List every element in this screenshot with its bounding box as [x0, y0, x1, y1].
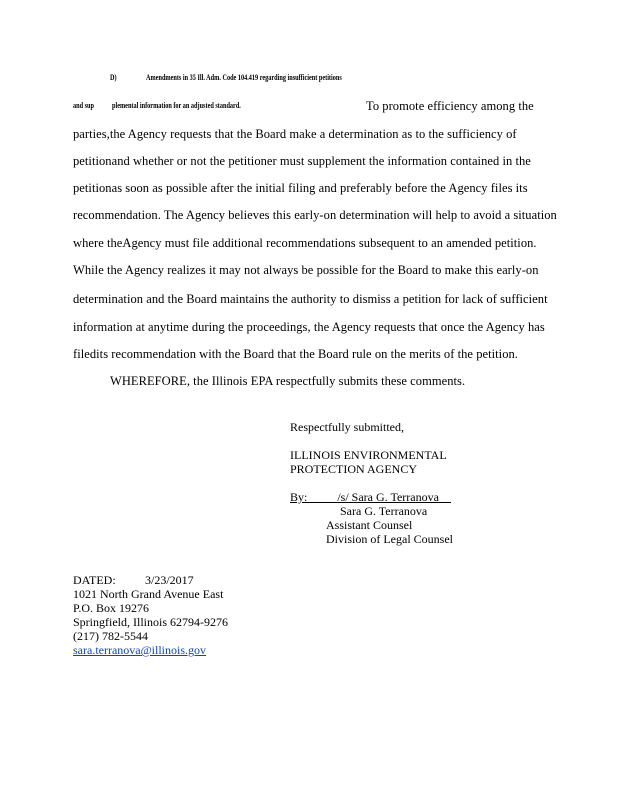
address-line1: 1021 North Grand Avenue East — [73, 587, 224, 601]
section-label: D) — [110, 73, 117, 82]
signature-by-line: By:_____/s/ Sara G. Terranova__ — [290, 490, 451, 504]
dated-label: DATED: — [73, 573, 116, 587]
body-line-4: recommendation. The Agency believes this early-on determination will help to avoid a situation — [73, 208, 557, 222]
phone-number: (217) 782-5544 — [73, 629, 148, 643]
signature-name: Sara G. Terranova — [340, 504, 428, 518]
body-line-9: filedits recommendation with the Board that the Board rule on the merits of the petition. — [73, 347, 518, 361]
signature-org-line2: PROTECTION AGENCY — [290, 462, 418, 476]
section-heading-line1: Amendments in 35 Ill. Adm. Code 104.419 regarding insufficient petitions — [146, 73, 342, 82]
body-line-8: information at anytime during the proceedings, the Agency requests that once the Agency has — [73, 320, 545, 334]
signature-org-line1: ILLINOIS ENVIRONMENTAL — [290, 448, 447, 462]
email-link[interactable]: sara.terranova@illinois.gov — [73, 643, 207, 657]
body-line-5: where theAgency must file additional recommendations subsequent to an amended petition. — [73, 236, 537, 250]
signature-closing: Respectfully submitted, — [290, 420, 404, 434]
address-line3: Springfield, Illinois 62794-9276 — [73, 615, 228, 629]
body-line-1: parties,the Agency requests that the Board make a determination as to the sufficiency of — [73, 127, 517, 141]
wherefore-line: WHEREFORE, the Illinois EPA respectfully submits these comments. — [110, 374, 466, 388]
section-heading-line2a: and sup — [73, 101, 94, 110]
signature-title: Assistant Counsel — [326, 518, 413, 532]
signature-division: Division of Legal Counsel — [326, 532, 453, 546]
body-line-2: petitionand whether or not the petitioner must supplement the information contained in the — [73, 154, 531, 168]
body-line-6: While the Agency realizes it may not always be possible for the Board to make this early-on — [73, 263, 539, 277]
body-line-7: determination and the Board maintains the authority to dismiss a petition for lack of sufficient — [73, 292, 548, 306]
section-heading-line2b: plemental information for an adjusted standard. — [112, 101, 241, 110]
body-line-3: petitionas soon as possible after the initial filing and preferably before the Agency files its — [73, 181, 528, 195]
dated-value: 3/23/2017 — [145, 573, 194, 587]
address-line2: P.O. Box 19276 — [73, 601, 150, 615]
body-line-0: To promote efficiency among the — [366, 99, 534, 113]
